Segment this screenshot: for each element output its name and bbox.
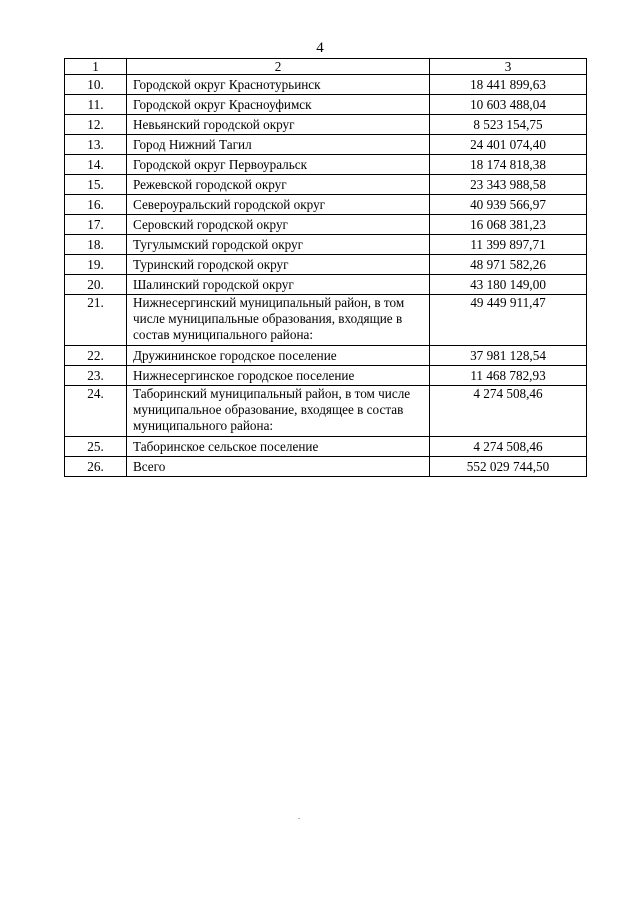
total-amount: 552 029 744,50 bbox=[430, 457, 587, 477]
table-row bbox=[65, 175, 587, 195]
row-number: 19. bbox=[65, 255, 127, 275]
municipality-name: Серовский городской округ bbox=[127, 215, 430, 235]
municipality-name: Североуральский городской округ bbox=[127, 195, 430, 215]
row-number: 24. bbox=[65, 386, 127, 437]
amount-value: 49 449 911,47 bbox=[430, 295, 587, 346]
scan-speck bbox=[298, 818, 300, 819]
row-number: 22. bbox=[65, 346, 127, 366]
table-row bbox=[65, 366, 587, 386]
total-label: Всего bbox=[127, 457, 430, 477]
table-row bbox=[65, 115, 587, 135]
table-row bbox=[65, 235, 587, 255]
row-number: 23. bbox=[65, 366, 127, 386]
municipality-name: Городской округ Красноуфимск bbox=[127, 95, 430, 115]
budget-table bbox=[64, 58, 587, 477]
amount-value: 8 523 154,75 bbox=[430, 115, 587, 135]
column-header-number: 1 bbox=[65, 59, 127, 75]
amount-value: 48 971 582,26 bbox=[430, 255, 587, 275]
table-row bbox=[65, 346, 587, 366]
column-header-amount: 3 bbox=[430, 59, 587, 75]
municipality-name: Таборинское сельское поселение bbox=[127, 437, 430, 457]
row-number: 17. bbox=[65, 215, 127, 235]
municipality-name: Городской округ Первоуральск bbox=[127, 155, 430, 175]
amount-value: 10 603 488,04 bbox=[430, 95, 587, 115]
amount-value: 18 174 818,38 bbox=[430, 155, 587, 175]
municipality-name: Тугулымский городской округ bbox=[127, 235, 430, 255]
municipality-name: Нижнесергинское городское поселение bbox=[127, 366, 430, 386]
table-row bbox=[65, 295, 587, 346]
municipality-name: Дружининское городское поселение bbox=[127, 346, 430, 366]
table-row bbox=[65, 437, 587, 457]
row-number: 13. bbox=[65, 135, 127, 155]
municipality-name: Городской округ Краснотурьинск bbox=[127, 75, 430, 95]
municipality-name: Шалинский городской округ bbox=[127, 275, 430, 295]
table-row bbox=[65, 195, 587, 215]
municipality-name: Нижнесергинский муниципальный район, в том числе муниципальные образования, входящие в состав муниципального района: bbox=[127, 295, 430, 346]
amount-value: 40 939 566,97 bbox=[430, 195, 587, 215]
row-number: 25. bbox=[65, 437, 127, 457]
municipality-name: Таборинский муниципальный район, в том числе муниципальное образование, входящее в состав муниципального района: bbox=[127, 386, 430, 437]
row-number: 21. bbox=[65, 295, 127, 346]
row-number: 10. bbox=[65, 75, 127, 95]
table-row bbox=[65, 135, 587, 155]
table-row bbox=[65, 75, 587, 95]
municipality-name: Город Нижний Тагил bbox=[127, 135, 430, 155]
row-number: 14. bbox=[65, 155, 127, 175]
municipality-name: Невьянский городской округ bbox=[127, 115, 430, 135]
table-row bbox=[65, 275, 587, 295]
amount-value: 23 343 988,58 bbox=[430, 175, 587, 195]
amount-value: 37 981 128,54 bbox=[430, 346, 587, 366]
municipality-name: Туринский городской округ bbox=[127, 255, 430, 275]
row-number: 15. bbox=[65, 175, 127, 195]
table-row bbox=[65, 255, 587, 275]
row-number: 26. bbox=[65, 457, 127, 477]
municipality-name: Режевской городской округ bbox=[127, 175, 430, 195]
row-number: 12. bbox=[65, 115, 127, 135]
table-header-row bbox=[65, 59, 587, 75]
amount-value: 18 441 899,63 bbox=[430, 75, 587, 95]
row-number: 20. bbox=[65, 275, 127, 295]
amount-value: 11 399 897,71 bbox=[430, 235, 587, 255]
table-row bbox=[65, 95, 587, 115]
table-row bbox=[65, 215, 587, 235]
row-number: 11. bbox=[65, 95, 127, 115]
table-row bbox=[65, 386, 587, 437]
row-number: 16. bbox=[65, 195, 127, 215]
amount-value: 16 068 381,23 bbox=[430, 215, 587, 235]
table-row bbox=[65, 155, 587, 175]
column-header-name: 2 bbox=[127, 59, 430, 75]
row-number: 18. bbox=[65, 235, 127, 255]
amount-value: 43 180 149,00 bbox=[430, 275, 587, 295]
amount-value: 4 274 508,46 bbox=[430, 386, 587, 437]
amount-value: 11 468 782,93 bbox=[430, 366, 587, 386]
total-row bbox=[65, 457, 587, 477]
page-number: 4 bbox=[316, 40, 324, 56]
amount-value: 24 401 074,40 bbox=[430, 135, 587, 155]
amount-value: 4 274 508,46 bbox=[430, 437, 587, 457]
